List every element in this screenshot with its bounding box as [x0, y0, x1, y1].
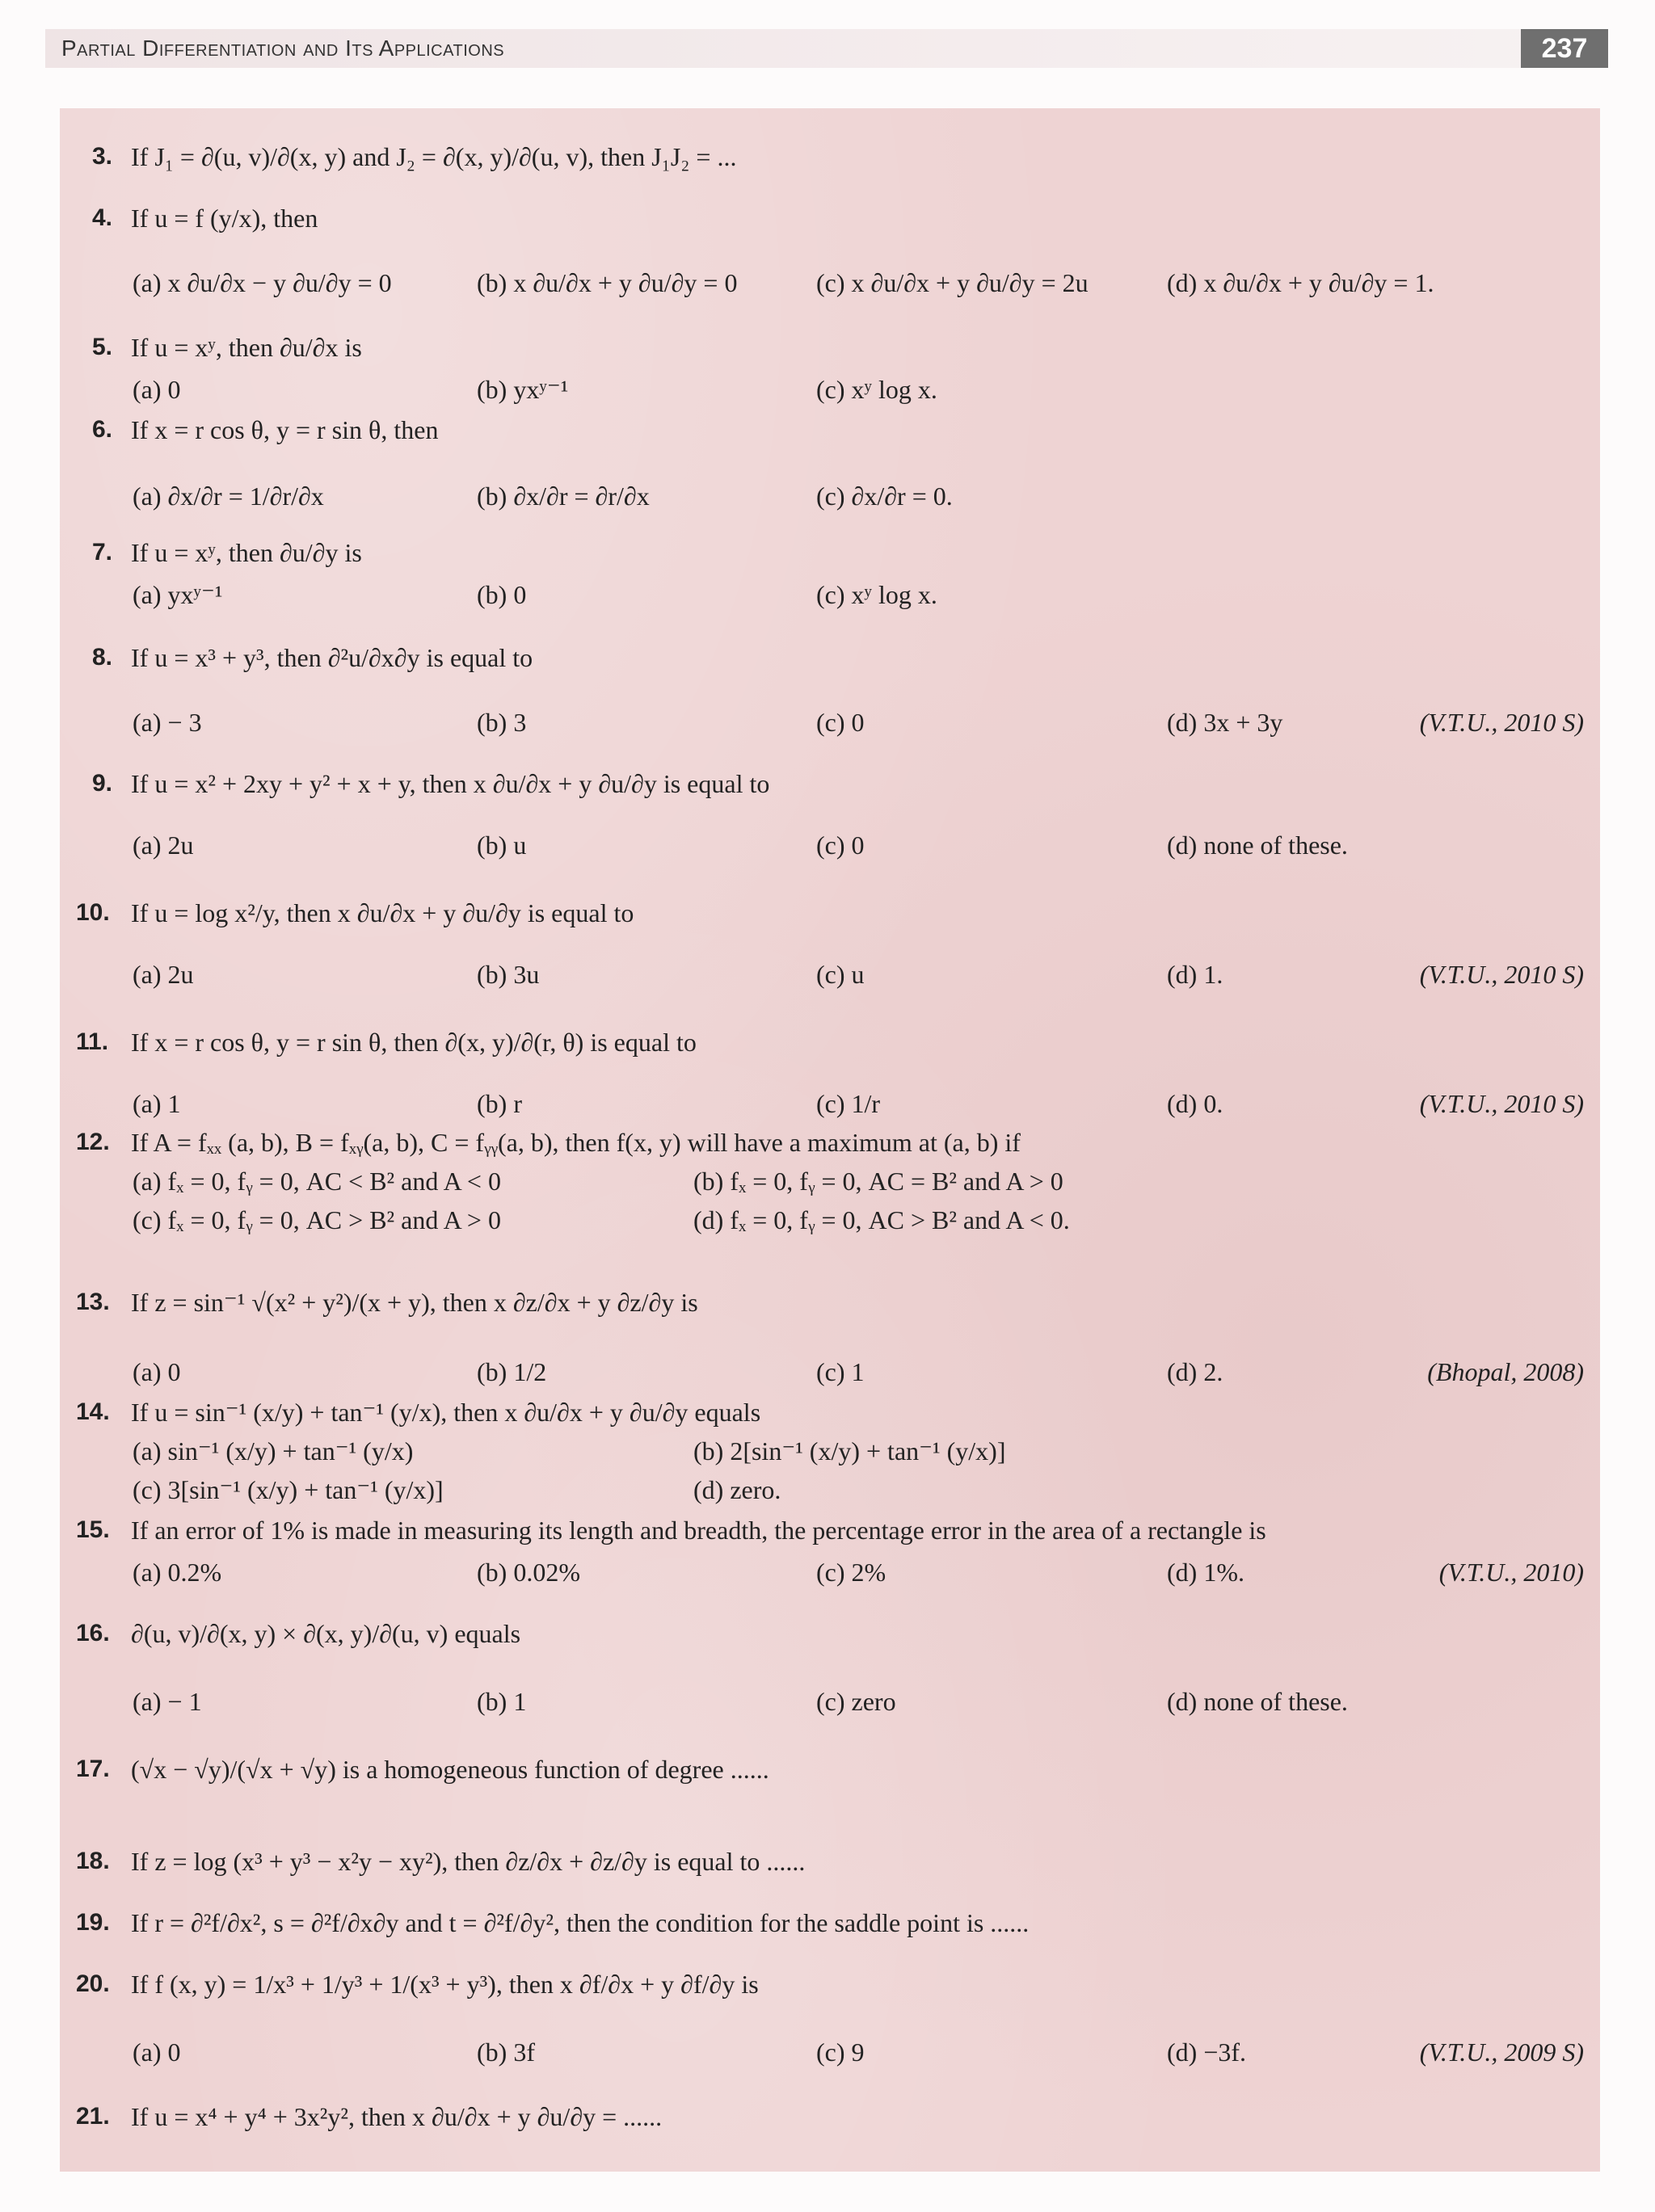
- source-citation: (Bhopal, 2008): [1427, 1357, 1584, 1386]
- question-stem: If z = sin⁻¹ √(x² + y²)/(x + y), then x ∂z/∂x + y ∂z/∂y is: [131, 1288, 698, 1317]
- exercise-panel: [60, 108, 1600, 2172]
- option-a: (a) − 3: [133, 708, 202, 737]
- question-stem: If f (x, y) = 1/x³ + 1/y³ + 1/(x³ + y³), then x ∂f/∂x + y ∂f/∂y is: [131, 1970, 759, 1999]
- option-a: (a) 1: [133, 1089, 181, 1118]
- option-d: (d) 1.: [1167, 960, 1223, 989]
- option-b: (b) x ∂u/∂x + y ∂u/∂y = 0: [477, 268, 738, 297]
- question-stem: If x = r cos θ, y = r sin θ, then: [131, 415, 439, 444]
- question-number: 3.: [92, 143, 113, 170]
- option-b: (b) 3f: [477, 2037, 535, 2067]
- question-stem: If u = x³ + y³, then ∂²u/∂x∂y is equal to: [131, 643, 533, 672]
- option-b: (b) 3u: [477, 960, 540, 989]
- option-c: (c) 3[sin⁻¹ (x/y) + tan⁻¹ (y/x)]: [133, 1475, 444, 1504]
- option-d: (d) 1%.: [1167, 1558, 1244, 1587]
- option-d: (d) none of these.: [1167, 831, 1348, 860]
- question-stem: If x = r cos θ, y = r sin θ, then ∂(x, y)/∂(r, θ) is equal to: [131, 1028, 697, 1057]
- option-a: (a) 0.2%: [133, 1558, 222, 1587]
- option-d: (d) fₓ = 0, fᵧ = 0, AC > B² and A < 0.: [693, 1205, 1070, 1234]
- question-number: 10.: [76, 899, 110, 926]
- question-stem: If z = log (x³ + y³ − x²y − xy²), then ∂z/∂x + ∂z/∂y is equal to ......: [131, 1847, 806, 1876]
- option-a: (a) 0: [133, 1357, 181, 1386]
- question-number: 9.: [92, 770, 113, 797]
- question-stem: If A = fₓₓ (a, b), B = fₓᵧ(a, b), C = fᵧᵧ(a, b), then f(x, y) will have a maximum at (a, b) if: [131, 1128, 1021, 1157]
- option-c: (c) u: [816, 960, 865, 989]
- question-number: 11.: [76, 1028, 109, 1055]
- option-d: (d) none of these.: [1167, 1687, 1348, 1716]
- question-stem: If u = sin⁻¹ (x/y) + tan⁻¹ (y/x), then x ∂u/∂x + y ∂u/∂y equals: [131, 1398, 761, 1427]
- question-stem: If u = x² + 2xy + y² + x + y, then x ∂u/∂x + y ∂u/∂y is equal to: [131, 769, 770, 798]
- page-number: 237: [1521, 29, 1608, 68]
- option-c: (c) zero: [816, 1687, 896, 1716]
- option-c: (c) 0: [816, 831, 865, 860]
- question-stem: If u = f (y/x), then: [131, 204, 318, 233]
- option-a: (a) sin⁻¹ (x/y) + tan⁻¹ (y/x): [133, 1436, 414, 1466]
- option-b: (b) yxʸ⁻¹: [477, 375, 569, 404]
- question-number: 19.: [76, 1909, 110, 1936]
- option-a: (a) 0: [133, 375, 181, 404]
- option-d: (d) zero.: [693, 1475, 781, 1504]
- chapter-title: Partial Differentiation and Its Applications: [61, 36, 505, 61]
- option-d: (d) 3x + 3y: [1167, 708, 1283, 737]
- option-d: (d) 0.: [1167, 1089, 1223, 1118]
- question-stem: If u = x⁴ + y⁴ + 3x²y², then x ∂u/∂x + y ∂u/∂y = ......: [131, 2102, 663, 2131]
- question-stem: If u = xʸ, then ∂u/∂y is: [131, 538, 362, 567]
- option-b: (b) 3: [477, 708, 527, 737]
- running-header: [45, 29, 1608, 68]
- option-b: (b) r: [477, 1089, 522, 1118]
- source-citation: (V.T.U., 2009 S): [1419, 2037, 1584, 2067]
- question-stem: If J₁ = ∂(u, v)/∂(x, y) and J₂ = ∂(x, y)/∂(u, v), then J₁J₂ = ...: [131, 142, 737, 171]
- question-number: 8.: [92, 644, 113, 671]
- option-b: (b) 0.02%: [477, 1558, 580, 1587]
- question-stem: If u = log x²/y, then x ∂u/∂x + y ∂u/∂y is equal to: [131, 898, 634, 927]
- option-a: (a) fₓ = 0, fᵧ = 0, AC < B² and A < 0: [133, 1167, 501, 1196]
- question-stem: (√x − √y)/(√x + √y) is a homogeneous function of degree ......: [131, 1755, 769, 1784]
- question-number: 5.: [92, 334, 113, 360]
- option-c: (c) 1: [816, 1357, 865, 1386]
- option-b: (b) u: [477, 831, 527, 860]
- question-number: 18.: [76, 1848, 110, 1874]
- question-number: 14.: [76, 1398, 110, 1425]
- question-number: 16.: [76, 1620, 110, 1646]
- question-stem: If r = ∂²f/∂x², s = ∂²f/∂x∂y and t = ∂²f/∂y², then the condition for the saddle point is ......: [131, 1908, 1030, 1937]
- option-c: (c) fₓ = 0, fᵧ = 0, AC > B² and A > 0: [133, 1205, 501, 1234]
- option-c: (c) 2%: [816, 1558, 886, 1587]
- question-stem: If an error of 1% is made in measuring its length and breadth, the percentage error in the area of a rectangle is: [131, 1516, 1266, 1545]
- question-number: 13.: [76, 1289, 110, 1315]
- option-c: (c) xʸ log x.: [816, 375, 937, 404]
- source-citation: (V.T.U., 2010 S): [1419, 960, 1584, 989]
- option-a: (a) ∂x/∂r = 1/∂r/∂x: [133, 482, 324, 511]
- option-c: (c) 9: [816, 2037, 865, 2067]
- question-stem: ∂(u, v)/∂(x, y) × ∂(x, y)/∂(u, v) equals: [131, 1619, 521, 1648]
- option-b: (b) ∂x/∂r = ∂r/∂x: [477, 482, 650, 511]
- option-b: (b) 0: [477, 580, 527, 609]
- option-b: (b) 2[sin⁻¹ (x/y) + tan⁻¹ (y/x)]: [693, 1436, 1006, 1466]
- question-number: 17.: [76, 1756, 110, 1782]
- option-d: (d) 2.: [1167, 1357, 1223, 1386]
- source-citation: (V.T.U., 2010 S): [1419, 708, 1584, 737]
- source-citation: (V.T.U., 2010): [1438, 1558, 1584, 1587]
- option-a: (a) − 1: [133, 1687, 202, 1716]
- option-b: (b) fₓ = 0, fᵧ = 0, AC = B² and A > 0: [693, 1167, 1063, 1196]
- option-d: (d) x ∂u/∂x + y ∂u/∂y = 1.: [1167, 268, 1434, 297]
- option-a: (a) 2u: [133, 831, 194, 860]
- option-a: (a) 2u: [133, 960, 194, 989]
- question-number: 21.: [76, 2103, 110, 2130]
- option-a: (a) 0: [133, 2037, 181, 2067]
- option-c: (c) 0: [816, 708, 865, 737]
- question-number: 4.: [92, 204, 113, 231]
- question-stem: If u = xʸ, then ∂u/∂x is: [131, 333, 362, 362]
- question-number: 6.: [92, 416, 113, 443]
- option-b: (b) 1: [477, 1687, 527, 1716]
- option-b: (b) 1/2: [477, 1357, 547, 1386]
- option-a: (a) x ∂u/∂x − y ∂u/∂y = 0: [133, 268, 392, 297]
- option-a: (a) yxʸ⁻¹: [133, 580, 223, 609]
- option-c: (c) 1/r: [816, 1089, 881, 1118]
- question-number: 20.: [76, 1970, 110, 1997]
- option-d: (d) −3f.: [1167, 2037, 1247, 2067]
- option-c: (c) xʸ log x.: [816, 580, 937, 609]
- question-number: 15.: [76, 1516, 110, 1543]
- option-c: (c) x ∂u/∂x + y ∂u/∂y = 2u: [816, 268, 1089, 297]
- question-number: 12.: [76, 1129, 110, 1155]
- source-citation: (V.T.U., 2010 S): [1419, 1089, 1584, 1118]
- option-c: (c) ∂x/∂r = 0.: [816, 482, 953, 511]
- question-number: 7.: [92, 539, 113, 566]
